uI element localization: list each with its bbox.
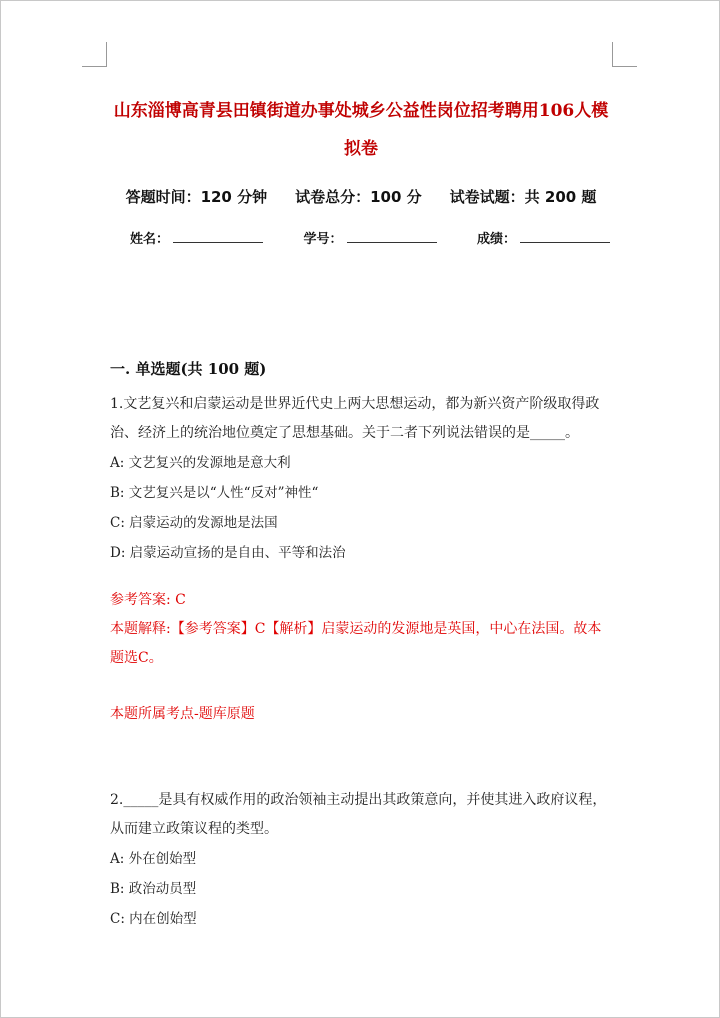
reference-answer: 参考答案: C [110, 592, 186, 608]
student-fields [130, 228, 610, 247]
exam-question-count: 试卷试题：共 200 题 [449, 188, 597, 206]
question-source: 本题所属考点-题库原题 [110, 706, 255, 722]
answer-block-1 [110, 586, 610, 673]
exam-total-score: 试卷总分：100 分 [295, 188, 422, 206]
score-blank[interactable] [520, 228, 610, 243]
exam-meta [106, 186, 616, 207]
id-blank[interactable] [347, 228, 437, 243]
name-label: 姓名： [130, 232, 170, 247]
question-2 [110, 786, 610, 934]
exam-time: 答题时间：120 分钟 [125, 188, 268, 206]
option-c: C: 内在创始型 [110, 911, 197, 927]
option-d: D: 启蒙运动宣扬的是自由、平等和法治 [110, 545, 346, 561]
option-a: A: 外在创始型 [110, 851, 197, 867]
question-1 [110, 390, 610, 568]
name-field [130, 228, 263, 247]
crop-mark-top-right [612, 42, 637, 67]
option-b: B: 政治动员型 [110, 881, 197, 897]
question-stem: 2._____是具有权威作用的政治领袖主动提出其政策意向，并使其进入政府议程，从而建立政策议程的类型。 [110, 792, 607, 837]
document-title: 山东淄博高青县田镇街道办事处城乡公益性岗位招考聘用106人模拟卷 [113, 101, 609, 159]
option-c: C: 启蒙运动的发源地是法国 [110, 515, 278, 531]
score-label: 成绩： [476, 232, 516, 247]
question-stem: 1.文艺复兴和启蒙运动是世界近代史上两大思想运动，都为新兴资产阶级取得政治、经济上的统治地位奠定了思想基础。关于二者下列说法错误的是_____。 [110, 396, 600, 441]
score-field [477, 228, 610, 247]
crop-mark-top-left [82, 42, 107, 67]
id-label: 学号： [303, 232, 343, 247]
id-field [303, 228, 436, 247]
answer-explanation: 本题解释:【参考答案】C【解析】启蒙运动的发源地是英国，中心在法国。故本题选C。 [110, 621, 602, 666]
section-heading: 一. 单选题(共 100 题) [110, 360, 267, 378]
option-a: A: 文艺复兴的发源地是意大利 [110, 455, 291, 471]
name-blank[interactable] [173, 228, 263, 243]
option-b: B: 文艺复兴是以“人性“反对”神性“ [110, 485, 319, 501]
